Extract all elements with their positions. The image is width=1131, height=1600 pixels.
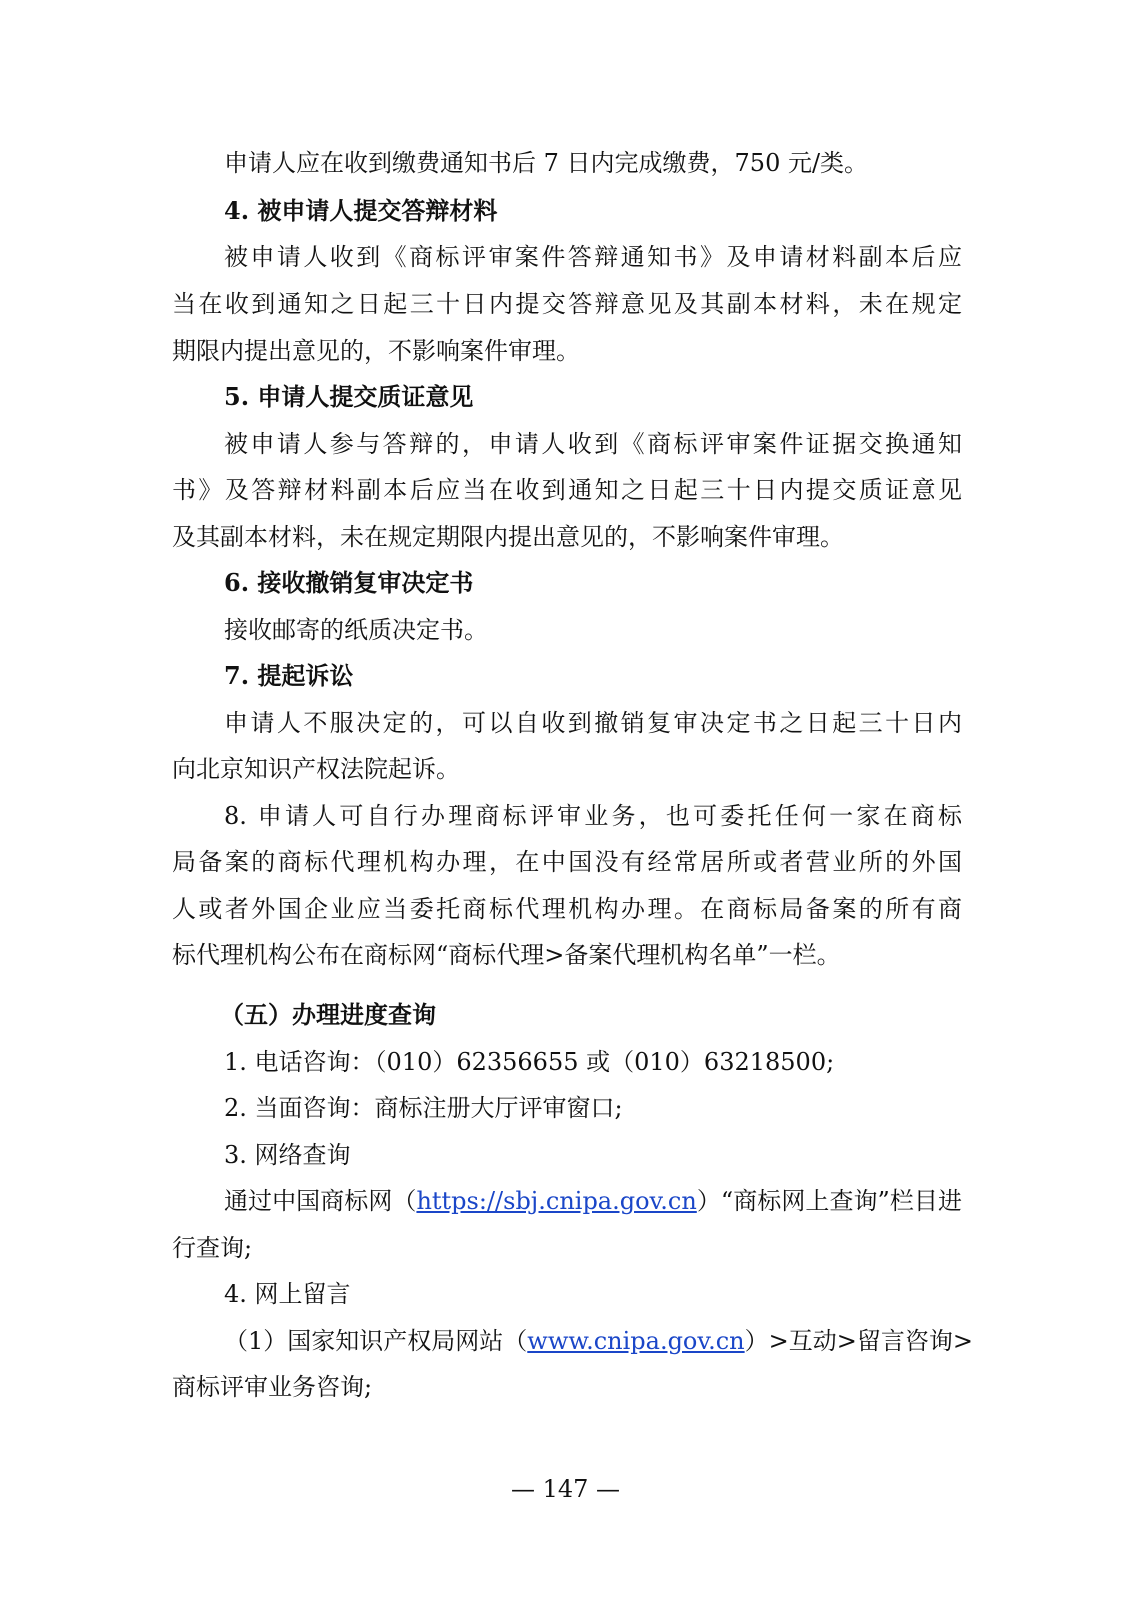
cnipa-site-link[interactable]: www.cnipa.gov.cn bbox=[527, 1327, 745, 1355]
paragraph-line: 被申请人参与答辩的，申请人收到《商标评审案件证据交换通知 bbox=[224, 430, 962, 458]
paragraph-line: 期限内提出意见的，不影响案件审理。 bbox=[172, 337, 580, 365]
paragraph-line: 局备案的商标代理机构办理，在中国没有经常居所或者营业所的外国 bbox=[172, 848, 962, 876]
paragraph-line: 8. 申请人可自行办理商标评审业务，也可委托任何一家在商标 bbox=[224, 802, 962, 830]
online-message-heading: 4. 网上留言 bbox=[224, 1280, 351, 1308]
paragraph-line: 当在收到通知之日起三十日内提交答辩意见及其副本材料，未在规定 bbox=[172, 290, 962, 318]
paragraph-line: 商标评审业务咨询; bbox=[172, 1373, 373, 1401]
paragraph-line: 书》及答辩材料副本后应当在收到通知之日起三十日内提交质证意见 bbox=[172, 476, 962, 504]
paragraph-line: 申请人不服决定的，可以自收到撤销复审决定书之日起三十日内 bbox=[224, 709, 962, 737]
fee-text: 申请人应在收到缴费通知书后 7 日内完成缴费，750 元/类。 bbox=[224, 149, 869, 177]
paragraph-line: 人或者外国企业应当委托商标代理机构办理。在商标局备案的所有商 bbox=[172, 895, 962, 923]
heading-progress-query: （五）办理进度查询 bbox=[220, 1000, 436, 1029]
online-query-line: 通过中国商标网（https://sbj.cnipa.gov.cn）“商标网上查询”栏目进 bbox=[224, 1187, 962, 1215]
online-query-heading: 3. 网络查询 bbox=[224, 1141, 351, 1169]
paragraph-line: 行查询; bbox=[172, 1234, 253, 1262]
paragraph-line: 被申请人收到《商标评审案件答辩通知书》及申请材料副本后应 bbox=[224, 243, 962, 271]
page-number: — 147 — bbox=[510, 1475, 621, 1503]
phone-inquiry: 1. 电话咨询：（010）62356655 或（010）63218500; bbox=[224, 1048, 835, 1076]
paragraph-line: 标代理机构公布在商标网“商标代理>备案代理机构名单”一栏。 bbox=[172, 941, 841, 969]
trademark-site-link[interactable]: https://sbj.cnipa.gov.cn bbox=[416, 1187, 697, 1215]
heading-respondent-defense: 4. 被申请人提交答辩材料 bbox=[224, 196, 498, 225]
message-line: （1）国家知识产权局网站（www.cnipa.gov.cn）>互动>留言咨询> bbox=[224, 1327, 973, 1355]
heading-cross-examination: 5. 申请人提交质证意见 bbox=[224, 382, 474, 411]
in-person-inquiry: 2. 当面咨询：商标注册大厅评审窗口; bbox=[224, 1094, 623, 1122]
paragraph-line: 接收邮寄的纸质决定书。 bbox=[224, 616, 488, 644]
paragraph-line: 向北京知识产权法院起诉。 bbox=[172, 755, 460, 783]
heading-lawsuit: 7. 提起诉讼 bbox=[224, 661, 354, 690]
paragraph-line: 及其副本材料，未在规定期限内提出意见的，不影响案件审理。 bbox=[172, 523, 844, 551]
heading-receive-decision: 6. 接收撤销复审决定书 bbox=[224, 568, 474, 597]
